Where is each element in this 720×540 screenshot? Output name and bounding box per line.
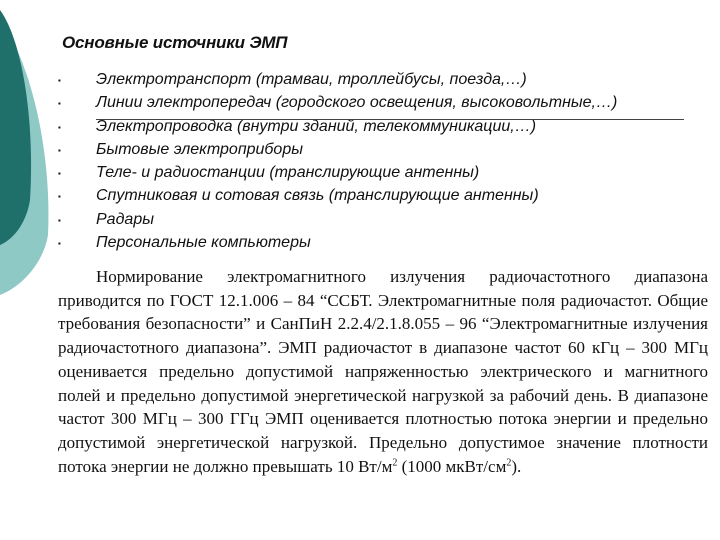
paragraph-mid-text: (1000 мкВт/см <box>397 456 507 476</box>
slide-title: Основные источники ЭМП <box>62 33 288 52</box>
paragraph-end-text: ). <box>511 456 522 476</box>
list-item <box>58 161 698 184</box>
list-item <box>58 68 698 91</box>
list-item <box>58 231 698 254</box>
list-item-text: Линии электропередач (городского освещения, высоковольтные,…) <box>96 94 618 112</box>
list-item-text: Радары <box>96 210 154 228</box>
dark-teal-shape <box>0 10 31 245</box>
list-item-text: Электропроводка (внутри зданий, телекоммуникации,…) <box>96 117 537 135</box>
list-item <box>58 208 698 231</box>
bullet-square-icon: ▪ <box>58 239 61 249</box>
bullet-square-icon: ▪ <box>58 192 61 202</box>
superscript: 2 <box>392 456 398 468</box>
list-item-text: Бытовые электроприборы <box>96 140 303 158</box>
bullet-square-icon: ▪ <box>58 145 61 155</box>
regulation-paragraph <box>58 265 708 478</box>
bullet-square-icon: ▪ <box>58 99 61 109</box>
list-item-text: Теле- и радиостанции (транслирующие антенны) <box>96 164 480 182</box>
paragraph-main-text: Нормирование электромагнитного излучения радиочастотного диапазона приводится по ГОСТ 12.1.006 – 84 “ССБТ. Электромагнитные поля радиочастот. Общие требования безопасности” и СанПиН 2.2.4/2.1.8.055 – 96 “Электромагнитные излучения радиочастотного диапазона”. ЭМП радиочастот в диапазоне частот 60 кГц – 300 МГц оценивается предельно допустимой напряженностью электрического и магнитного полей и предельно допустимой энергетической нагрузкой за рабочий день. В диапазоне частот 300 МГц – 300 ГГц ЭМП оценивается плотностью потока энергии и предельно допустимой энергетической нагрузкой. Предельно допустимое значение плотности потока энергии не должно превышать 10 Вт/м <box>58 267 708 476</box>
bullet-square-icon: ▪ <box>58 76 61 85</box>
decorative-side-shape <box>0 0 60 300</box>
list-item <box>58 138 698 161</box>
list-item-text: Персональные компьютеры <box>96 234 311 252</box>
light-teal-shape <box>0 20 48 295</box>
bullet-square-icon: ▪ <box>58 215 61 225</box>
sources-list <box>58 68 698 254</box>
list-item-text: Электротранспорт (трамваи, троллейбусы, поезда,…) <box>96 71 527 88</box>
list-item <box>58 184 698 207</box>
underline-divider <box>96 119 684 120</box>
superscript: 2 <box>506 456 512 468</box>
bullet-square-icon: ▪ <box>58 169 61 179</box>
list-item <box>58 91 698 114</box>
list-item-text: Спутниковая и сотовая связь (транслирующие антенны) <box>96 187 539 205</box>
bullet-square-icon: ▪ <box>58 122 61 132</box>
